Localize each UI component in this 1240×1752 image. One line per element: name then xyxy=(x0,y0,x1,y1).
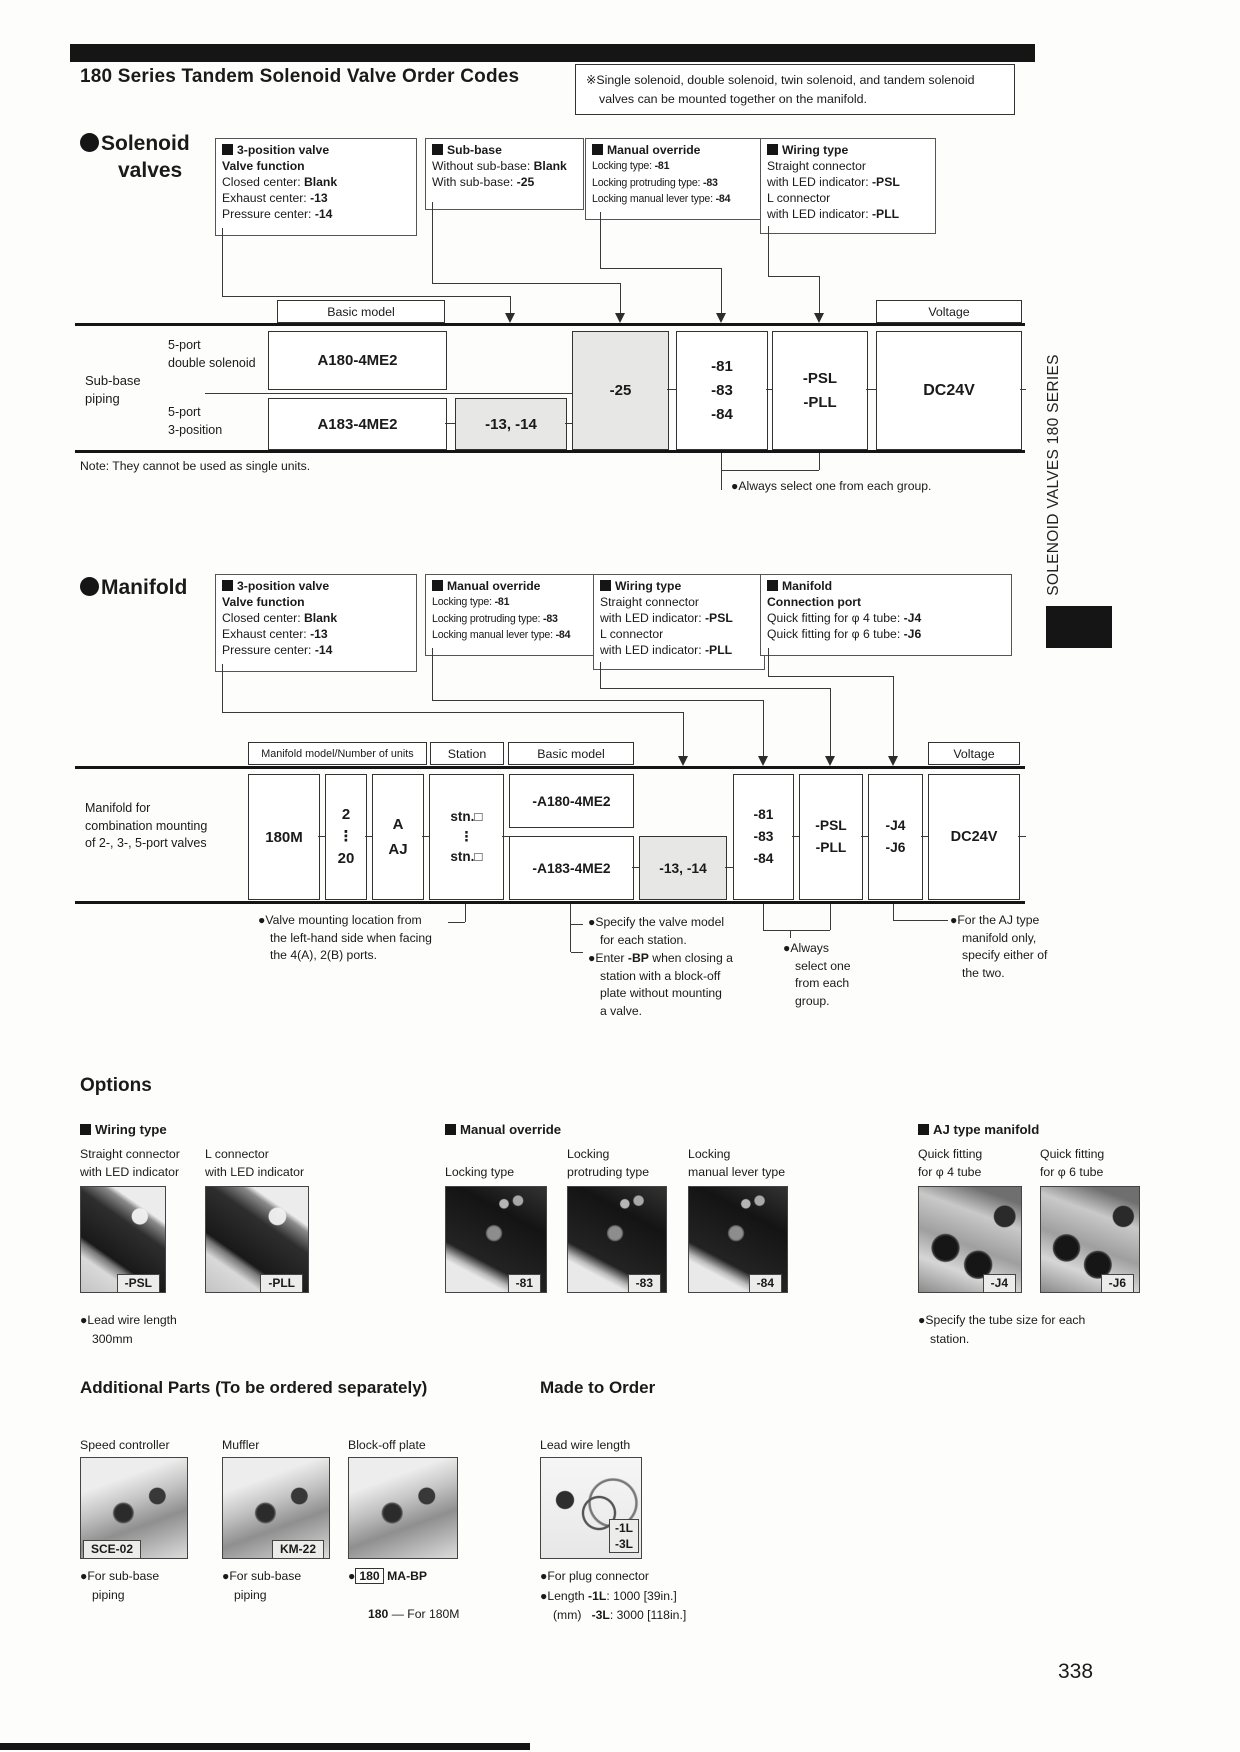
photo-locking-manual-lever xyxy=(688,1186,788,1293)
leader-line xyxy=(600,268,721,269)
arrow-down-icon xyxy=(888,756,898,766)
arrow-down-icon xyxy=(716,313,726,323)
square-bullet-icon xyxy=(80,1124,91,1135)
leader-line xyxy=(510,296,511,313)
leader-line xyxy=(763,930,830,931)
row-label-5-port-double: 5-port double solenoid xyxy=(168,338,256,370)
code-badge-84: -84 xyxy=(749,1274,782,1293)
leader-line xyxy=(830,904,831,930)
page-title: 180 Series Tandem Solenoid Valve Order Codes xyxy=(80,66,520,87)
leader-line xyxy=(768,276,819,277)
leader-line xyxy=(721,268,722,313)
square-bullet-icon xyxy=(222,580,233,591)
connector-tick xyxy=(565,423,572,424)
code-connection-port: -J4 -J6 xyxy=(868,774,923,900)
leader-line xyxy=(600,662,601,688)
note-always-select: ●Always select one from each group. xyxy=(783,941,851,1009)
photo-muffler xyxy=(222,1457,330,1559)
code-badge-psl: -PSL xyxy=(117,1274,160,1293)
caption-locking-type: Locking type xyxy=(445,1165,515,1179)
photo-block-off-plate xyxy=(348,1457,458,1559)
code-badge-81: -81 xyxy=(508,1274,541,1293)
code-badge-j4: -J4 xyxy=(983,1274,1016,1293)
code-center-option: -13, -14 xyxy=(455,398,567,450)
header-note-line1: ※Single solenoid, double solenoid, twin solenoid, and tandem solenoid xyxy=(586,73,975,87)
table-rule xyxy=(75,450,1025,453)
code-badge-1l-3l: -1L -3L xyxy=(609,1519,639,1553)
arrow-down-icon xyxy=(825,756,835,766)
photo-l-connector xyxy=(205,1186,309,1293)
basic-model-header-manifold: Basic model xyxy=(508,742,634,765)
code-sub-base: -25 xyxy=(572,331,669,450)
leader-line xyxy=(721,470,819,471)
connector-tick xyxy=(921,836,928,837)
caption-l-connector: L connector with LED indicator xyxy=(205,1147,305,1179)
leader-line xyxy=(819,453,820,470)
square-bullet-icon xyxy=(432,580,443,591)
connector-tick xyxy=(1020,389,1026,390)
code-180m: 180M xyxy=(248,774,320,900)
row-label-5-port-3-position: 5-port 3-position xyxy=(168,405,223,437)
table-rule xyxy=(75,323,1025,326)
connector-tick xyxy=(422,836,429,837)
code-voltage: DC24V xyxy=(876,331,1022,450)
photo-lead-wire xyxy=(540,1457,642,1559)
leader-line xyxy=(222,228,223,296)
leader-line xyxy=(768,226,769,276)
code-badge-j6: -J6 xyxy=(1101,1274,1134,1293)
spec-box-manual-override-manifold: Manual override Locking type: -81 Locking protruding type: -83 Locking manual lever type: -84 xyxy=(425,574,601,656)
square-bullet-icon xyxy=(222,144,233,155)
made-to-order-heading: Made to Order xyxy=(540,1378,656,1397)
note-lead-wire-length: ●Lead wire length xyxy=(80,1313,177,1327)
note-valve-mounting: ●Valve mounting location from the left-hand side when facing the 4(A), 2(B) ports. xyxy=(258,913,432,963)
leader-line xyxy=(600,212,601,268)
page-number: 338 xyxy=(1058,1660,1094,1683)
connector-tick xyxy=(667,389,676,390)
photo-quick-fitting-6 xyxy=(1040,1186,1140,1293)
note-aj-type-only: ●For the AJ type manifold only, specify either of the two. xyxy=(950,913,1048,981)
code-manual-override-manifold: -81 -83 -84 xyxy=(733,774,794,900)
leader-line xyxy=(465,904,466,922)
note-specify-valve-model: ●Specify the valve model for each station. xyxy=(588,915,725,947)
header-black-bar xyxy=(70,44,1035,62)
arrow-down-icon xyxy=(814,313,824,323)
code-voltage-manifold: DC24V xyxy=(928,774,1020,900)
leader-line xyxy=(763,904,764,930)
square-bullet-icon xyxy=(918,1124,929,1135)
spec-box-wiring-type-manifold: Wiring type Straight connector with LED indicator: -PSL L connector with LED indicator: -PLL xyxy=(593,574,765,670)
code-basic-a180: -A180-4ME2 xyxy=(509,774,634,828)
voltage-header-manifold: Voltage xyxy=(928,742,1020,765)
divider-line xyxy=(205,393,572,394)
leader-line xyxy=(432,700,763,701)
boxed-180: 180 xyxy=(355,1568,383,1584)
arrow-down-icon xyxy=(505,313,515,323)
side-tab-label: SOLENOID VALVES 180 SERIES xyxy=(1045,354,1062,596)
square-bullet-icon xyxy=(767,144,778,155)
row-group-label: Sub-base piping xyxy=(85,373,141,407)
leader-line xyxy=(830,688,831,756)
header-note-box xyxy=(575,64,1015,115)
caption-speed-controller: Speed controller xyxy=(80,1438,170,1452)
caption-muffler: Muffler xyxy=(222,1438,260,1452)
circle-bullet-icon xyxy=(80,577,99,596)
leader-line xyxy=(893,920,948,921)
leader-line xyxy=(893,676,894,756)
additional-parts-heading: Additional Parts (To be ordered separately) xyxy=(80,1378,428,1397)
leader-line xyxy=(448,922,465,923)
arrow-down-icon xyxy=(758,756,768,766)
spec-box-manifold-connection-port: Manifold Connection port Quick fitting for φ 4 tube: -J4 Quick fitting for φ 6 tube: -J6 xyxy=(760,574,1012,656)
spec-box-wiring-type: Wiring type Straight connector with LED indicator: -PSL L connector with LED indicator: -PLL xyxy=(760,138,936,234)
spec-box-3-position-valve-manifold: 3-position valve Valve function Closed center: Blank Exhaust center: -13 Pressure center: -14 xyxy=(215,574,417,672)
note-speed-controller-2: piping xyxy=(92,1588,125,1602)
code-a180-4me2: A180-4ME2 xyxy=(268,331,447,390)
voltage-header: Voltage xyxy=(876,300,1022,323)
code-manifold-type: A AJ xyxy=(372,774,424,900)
note-lead-wire-length-2: 300mm xyxy=(92,1332,133,1346)
manifold-section-label: Manifold xyxy=(80,574,187,601)
leader-line xyxy=(819,276,820,313)
spec-box-sub-base: Sub-base Without sub-base: Blank With sub-base: -25 xyxy=(425,138,584,210)
photo-quick-fitting-4 xyxy=(918,1186,1022,1293)
code-station: stn.□ ⋮ stn.□ xyxy=(429,774,504,900)
square-bullet-icon xyxy=(767,580,778,591)
solenoid-valves-section-label: Solenoid valves xyxy=(80,130,190,185)
options-heading: Options xyxy=(80,1075,152,1096)
note-specify-tube-size-2: station. xyxy=(930,1332,970,1346)
photo-locking-type xyxy=(445,1186,547,1293)
connector-tick xyxy=(365,836,372,837)
caption-locking-manual-lever: Locking manual lever type xyxy=(688,1147,786,1179)
manifold-model-header: Manifold model/Number of units xyxy=(248,742,427,765)
leader-line xyxy=(768,648,769,676)
code-badge-sce02: SCE-02 xyxy=(83,1540,141,1559)
table-rule xyxy=(75,901,1025,904)
connector-tick xyxy=(766,389,772,390)
note-block-off-footnote: 180 — For 180M xyxy=(368,1607,460,1621)
photo-speed-controller xyxy=(80,1457,188,1559)
basic-model-header: Basic model xyxy=(277,300,445,323)
leader-line xyxy=(683,712,684,756)
spec-box-manual-override: Manual override Locking type: -81 Locking protruding type: -83 Locking manual lever type: -84 xyxy=(585,138,761,220)
side-tab xyxy=(1032,330,1076,620)
always-select-note: ●Always select one from each group. xyxy=(731,479,932,493)
arrow-down-icon xyxy=(678,756,688,766)
connector-tick xyxy=(445,423,455,424)
connector-tick xyxy=(318,836,325,837)
note-length-1l: ●Length -1L: 1000 [39in.] xyxy=(540,1589,677,1603)
manifold-row-label: Manifold for combination mounting of 2-, 3-, 5-port valves xyxy=(85,801,208,850)
note-enter-bp: ●Enter -BP when closing a station with a block-off plate without mounting a valve. xyxy=(588,951,733,1019)
code-manual-override: -81 -83 -84 xyxy=(676,331,768,450)
connector-tick xyxy=(861,836,868,837)
header-note-line2: valves can be mounted together on the manifold. xyxy=(599,91,867,106)
connector-tick xyxy=(792,836,799,837)
leader-line xyxy=(763,700,764,756)
leader-line xyxy=(721,453,722,490)
side-tab-black-marker xyxy=(1046,606,1112,648)
spec-box-3-position-valve: 3-position valve Valve function Closed center: Blank Exhaust center: -13 Pressure center: -14 xyxy=(215,138,417,236)
code-badge-83: -83 xyxy=(628,1274,661,1293)
code-wiring-manifold: -PSL -PLL xyxy=(799,774,863,900)
code-a183-4me2: A183-4ME2 xyxy=(268,398,447,450)
table-note: Note: They cannot be used as single units. xyxy=(80,459,311,473)
note-plug-connector: ●For plug connector xyxy=(540,1569,649,1583)
code-center-option-manifold: -13, -14 xyxy=(639,836,727,900)
leader-line xyxy=(571,952,583,953)
station-header: Station xyxy=(430,742,504,765)
photo-straight-connector xyxy=(80,1186,166,1293)
caption-lead-wire-length: Lead wire length xyxy=(540,1438,631,1452)
square-bullet-icon xyxy=(445,1124,456,1135)
connector-tick xyxy=(866,389,876,390)
leader-line xyxy=(893,904,894,920)
caption-block-off-plate: Block-off plate xyxy=(348,1438,426,1452)
leader-line xyxy=(620,283,621,313)
square-bullet-icon xyxy=(600,580,611,591)
connector-tick xyxy=(632,867,639,868)
leader-line xyxy=(432,202,433,283)
caption-quick-fitting-6: Quick fitting for φ 6 tube xyxy=(1040,1147,1105,1179)
options-aj-heading: AJ type manifold xyxy=(918,1122,1039,1137)
leader-line xyxy=(432,648,433,700)
square-bullet-icon xyxy=(592,144,603,155)
code-badge-km22: KM-22 xyxy=(272,1540,324,1559)
code-unit-count: 2 ⋮ 20 xyxy=(325,774,367,900)
leader-line xyxy=(222,664,223,712)
caption-quick-fitting-4: Quick fitting for φ 4 tube xyxy=(918,1147,983,1179)
leader-line xyxy=(571,924,583,925)
leader-line xyxy=(600,688,830,689)
connector-tick xyxy=(1018,836,1026,837)
connector-tick xyxy=(725,867,733,868)
note-speed-controller: ●For sub-base xyxy=(80,1569,160,1583)
leader-line xyxy=(222,712,683,713)
table-rule xyxy=(75,766,1025,769)
note-length-3l: (mm) -3L: 3000 [118in.] xyxy=(553,1608,687,1622)
leader-line xyxy=(790,930,791,938)
caption-locking-protruding: Locking protruding type xyxy=(567,1147,650,1179)
note-muffler: ●For sub-base xyxy=(222,1569,302,1583)
note-block-off-code: ● 180 MA-BP xyxy=(348,1569,428,1583)
options-wiring-heading: Wiring type xyxy=(80,1122,167,1137)
caption-straight-connector: Straight connector with LED indicator xyxy=(80,1147,180,1179)
code-basic-a183: -A183-4ME2 xyxy=(509,836,634,900)
leader-line xyxy=(570,904,571,952)
code-badge-pll: -PLL xyxy=(260,1274,303,1293)
page-edge-mark xyxy=(0,1743,530,1750)
leader-line xyxy=(432,283,620,284)
note-specify-tube-size: ●Specify the tube size for each xyxy=(918,1313,1086,1327)
square-bullet-icon xyxy=(432,144,443,155)
options-override-heading: Manual override xyxy=(445,1122,561,1137)
code-wiring-type: -PSL -PLL xyxy=(772,331,868,450)
circle-bullet-icon xyxy=(80,133,99,152)
connector-tick xyxy=(502,836,509,837)
arrow-down-icon xyxy=(615,313,625,323)
leader-line xyxy=(222,296,510,297)
note-muffler-2: piping xyxy=(234,1588,267,1602)
leader-line xyxy=(768,676,893,677)
photo-locking-protruding xyxy=(567,1186,667,1293)
